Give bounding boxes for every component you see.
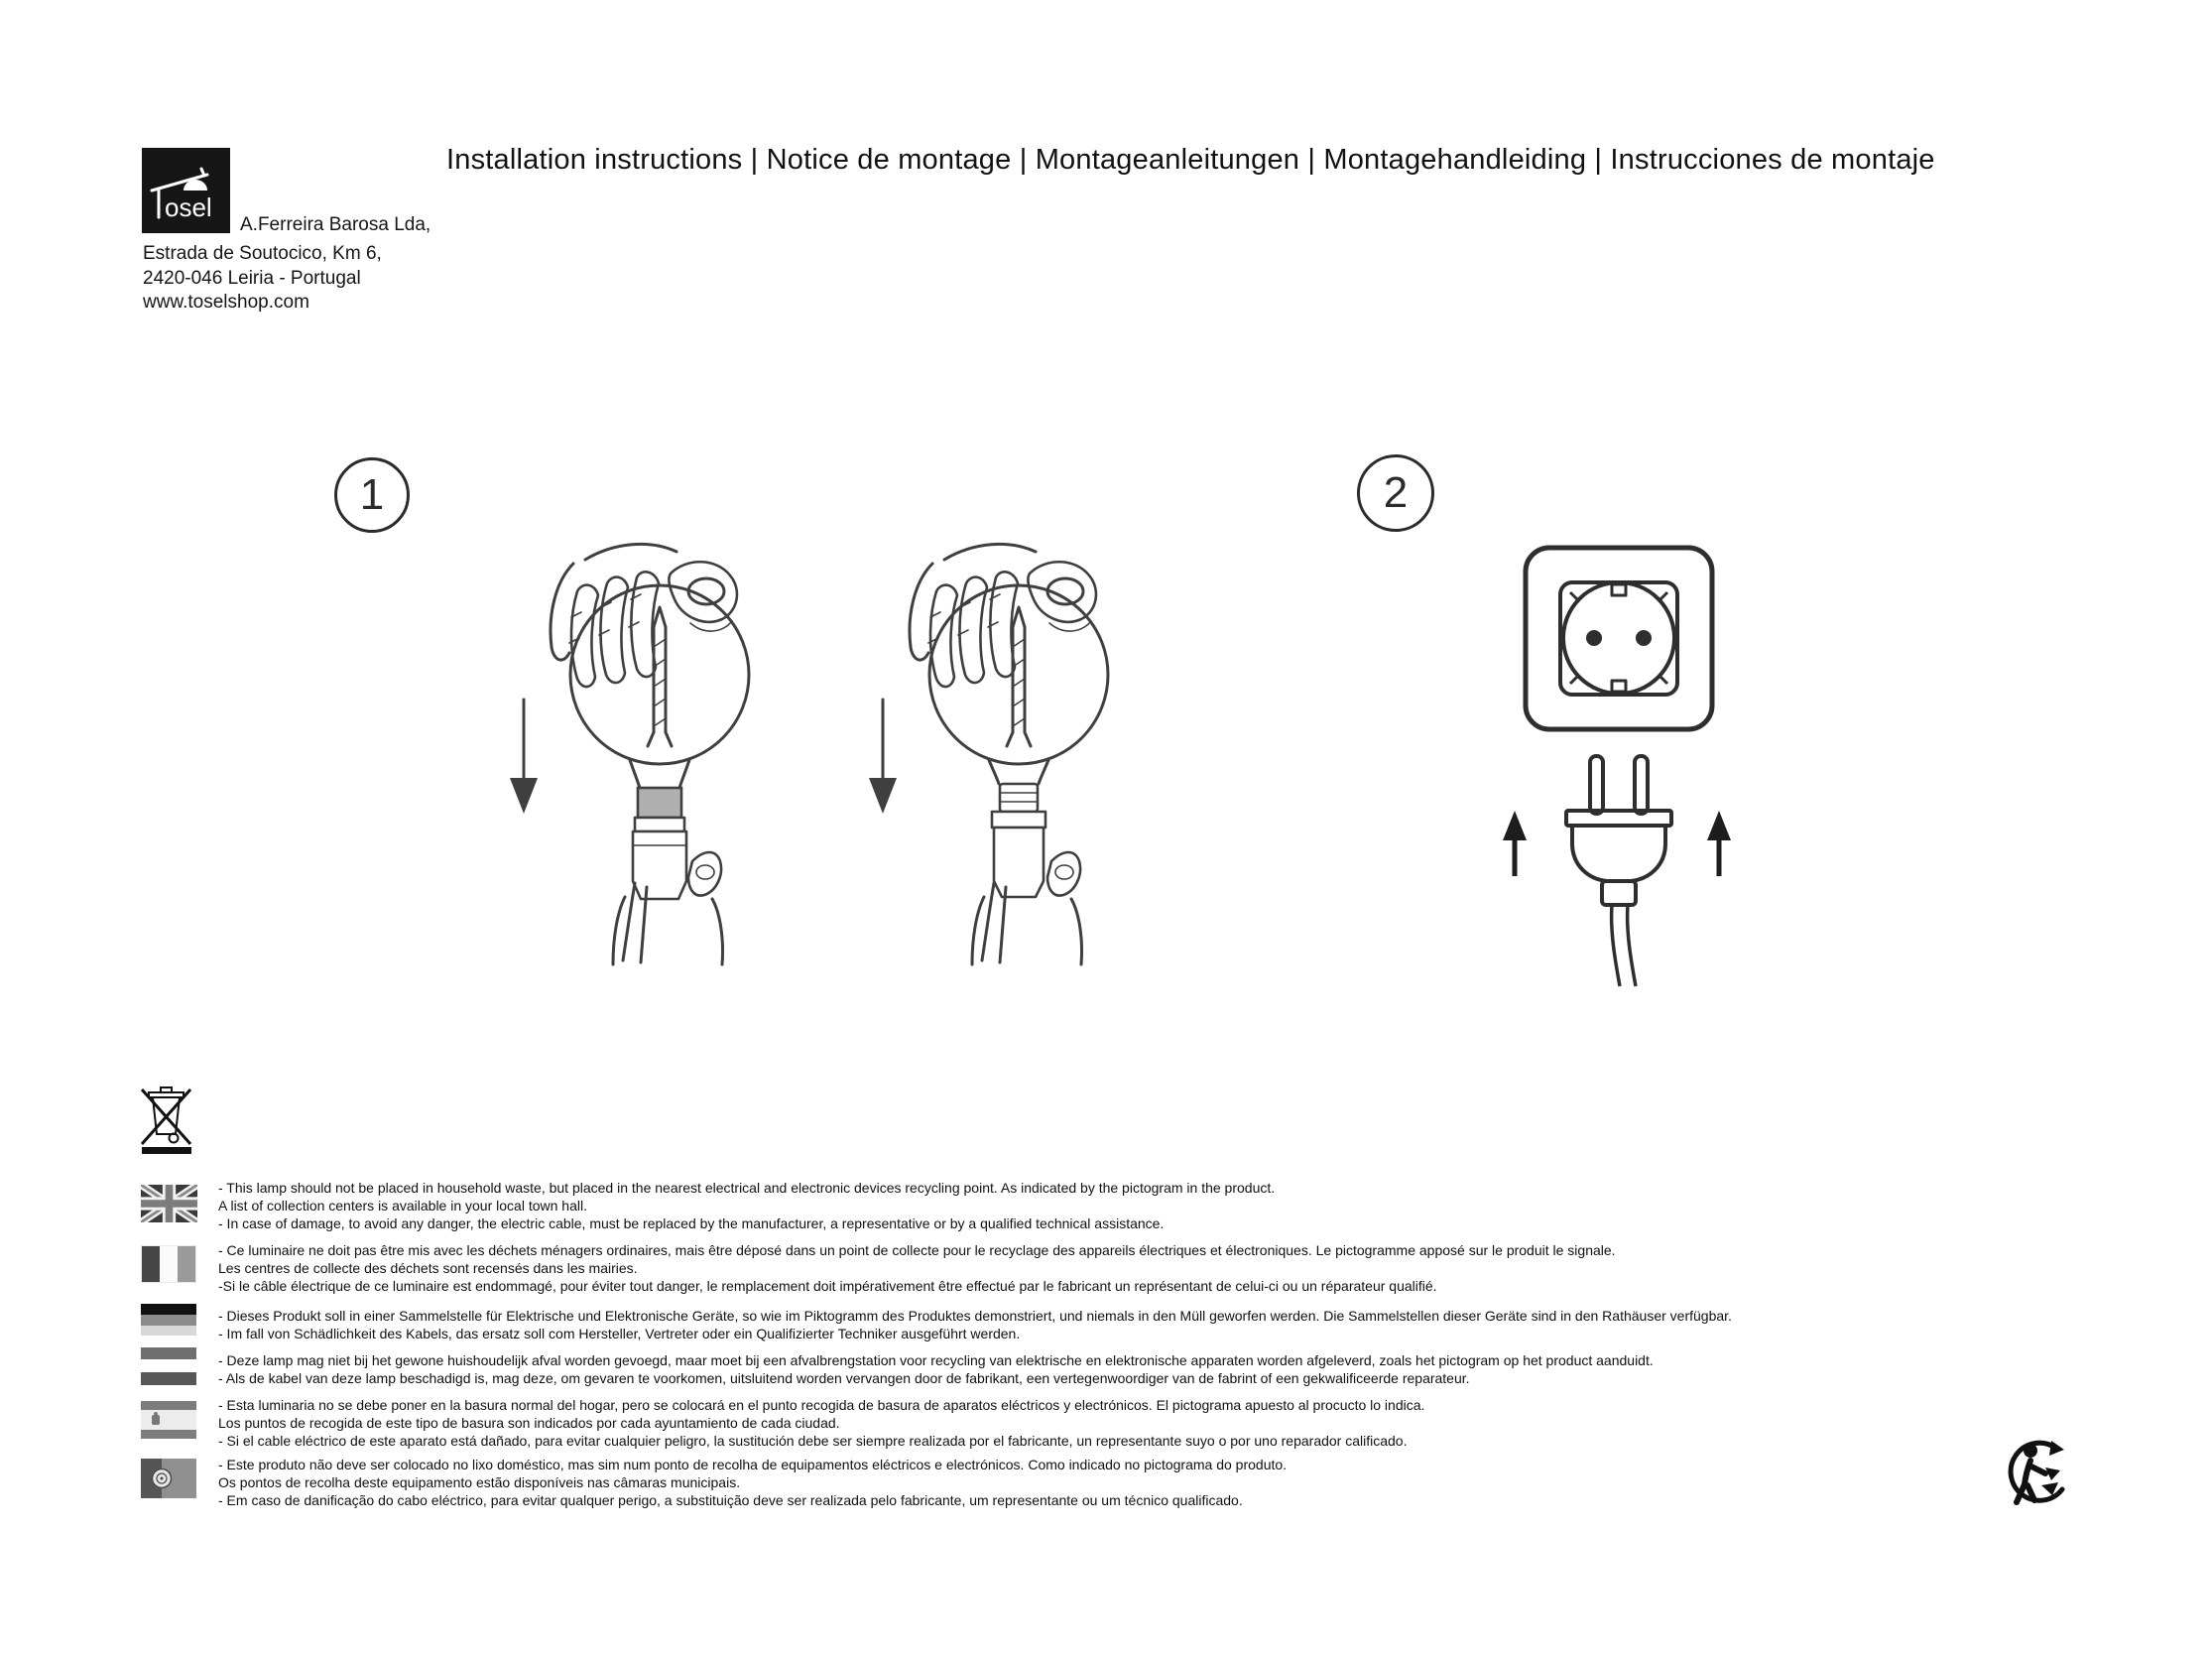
notice-en: [218, 1179, 1275, 1232]
notice-pt-line: Os pontos de recolha deste equipamento estão disponíveis nas câmaras municipais.: [218, 1474, 741, 1490]
upper-hand: [910, 544, 1096, 687]
notice-fr-line: -Si le câble électrique de ce luminaire est endommagé, pour éviter tout danger, le remplacement doit impérativement être effectué par le fabricant un représentant de celui-ci ou un réparateur qualifié.: [218, 1278, 1437, 1294]
notice-es: [218, 1396, 1424, 1450]
notice-es-line: - Si el cable eléctrico de este aparato está dañado, para evitar cualquier peligro, la sustitución debe ser siempre realizada por el fabricante, un representante suyo o por uno reparador calificado.: [218, 1433, 1408, 1449]
notice-de-line: - Dieses Produkt soll in einer Sammelstelle für Elektrische und Elektronische Geräte, so wie im Piktogramm des Produktes demonstriert, und niemals in den Müll geworfen werden. Die Sammelstellen dieser Geräte sind in den Rathäuser verfügbar.: [218, 1308, 1732, 1324]
up-arrow-left-icon: [1503, 811, 1527, 876]
bulb-insert-illustration-1: [486, 496, 784, 972]
portugal-emblem: [153, 1469, 172, 1488]
upper-hand: [551, 544, 737, 687]
notice-nl-line: - Deze lamp mag niet bij het gewone huishoudelijk afval worden gevoegd, maar moet bij een afvalbrengstation voor recycling van elektrische en elektronische apparaten worden afgeleverd, zoals het pictogram op het product aanduidt.: [218, 1352, 1654, 1368]
step-1-badge: 1: [334, 457, 410, 533]
notice-en-line: A list of collection centers is available in your local town hall.: [218, 1198, 587, 1213]
germany-flag: [141, 1304, 196, 1336]
website-url: www.toselshop.com: [143, 292, 309, 313]
notice-de-line: - Im fall von Schädlichkeit des Kabels, das ersatz soll com Hersteller, Vertreter oder ein Qualifizierter Techniker ausgeführt werden.: [218, 1326, 1021, 1341]
notice-fr-line: - Ce luminaire ne doit pas être mis avec les déchets ménagers ordinaires, mais être déposé dans un point de collecte pour le recyclage des appareils électriques et électroniques. Le pictogramme apposé sur le produit le signale.: [218, 1242, 1616, 1258]
company-name: A.Ferreira Barosa Lda,: [240, 214, 431, 235]
netherlands-flag: [141, 1347, 196, 1385]
screw-base-and-socket: [992, 784, 1045, 897]
address-line-1: Estrada de Soutocico, Km 6,: [143, 243, 382, 264]
down-arrow-icon: [869, 700, 897, 814]
spain-flag: [141, 1401, 196, 1439]
step-2-badge: 2: [1357, 454, 1434, 532]
notice-en-line: - This lamp should not be placed in household waste, but placed in the nearest electrical and electronic devices recycling point. As indicated by the pictogram in the product.: [218, 1180, 1276, 1196]
socket-and-collar: [633, 788, 686, 899]
power-plug: [1566, 756, 1671, 986]
notice-pt-line: - Este produto não deve ser colocado no lixo doméstico, mas sim num ponto de recolha de equipamentos eléctricos e electrónicos. Como indicado no pictograma do produto.: [218, 1457, 1288, 1472]
notice-fr-line: Les centres de collecte des déchets sont recensés dans les mairies.: [218, 1260, 638, 1276]
notice-fr: [218, 1241, 1616, 1295]
weee-crossed-bin-icon: [140, 1084, 193, 1155]
address-line-2: 2420-046 Leiria - Portugal: [143, 268, 361, 289]
wall-socket: [1526, 548, 1712, 729]
up-arrow-right-icon: [1707, 811, 1731, 876]
notice-nl: [218, 1351, 1654, 1387]
portugal-flag: [141, 1459, 196, 1498]
bulb-insert-illustration-2: [845, 496, 1143, 972]
down-arrow-icon: [510, 700, 538, 814]
notice-nl-line: - Als de kabel van deze lamp beschadigd is, mag deze, om gevaren te voorkomen, uitsluitend worden vervangen door de fabrikant, een vertegenwoordiger van de fabrint of een gekwalificeerde reparateur.: [218, 1370, 1470, 1386]
notice-es-line: Los puntos de recogida de este tipo de basura son indicados por cada ayuntamiento de cada ciudad.: [218, 1415, 840, 1431]
uk-flag: [141, 1185, 197, 1222]
notice-en-line: - In case of damage, to avoid any danger, the electric cable, must be replaced by the manufacturer, a representative or by a qualified technical assistance.: [218, 1215, 1165, 1231]
france-flag: [141, 1245, 196, 1283]
socket-plug-illustration: [1443, 536, 1790, 992]
triman-recycling-icon: [2002, 1435, 2069, 1512]
notice-pt-line: - Em caso de danificação do cabo eléctrico, para evitar qualquer perigo, a substituição deve ser realizada pelo fabricante, um representante ou um técnico qualificado.: [218, 1492, 1243, 1508]
notice-de: [218, 1307, 1732, 1342]
notice-pt: [218, 1456, 1287, 1509]
logo-text: osel: [165, 192, 212, 222]
notice-es-line: - Esta luminaria no se debe poner en la basura normal del hogar, pero se colocará en el punto recogida de basura de aparatos eléctricos y electrónicos. El pictograma apuesto al procucto lo indica.: [218, 1397, 1425, 1413]
page-title: Installation instructions | Notice de montage | Montageanleitungen | Montagehandleiding | Instrucciones de montaje: [446, 144, 1935, 176]
tosel-logo: [142, 148, 230, 233]
